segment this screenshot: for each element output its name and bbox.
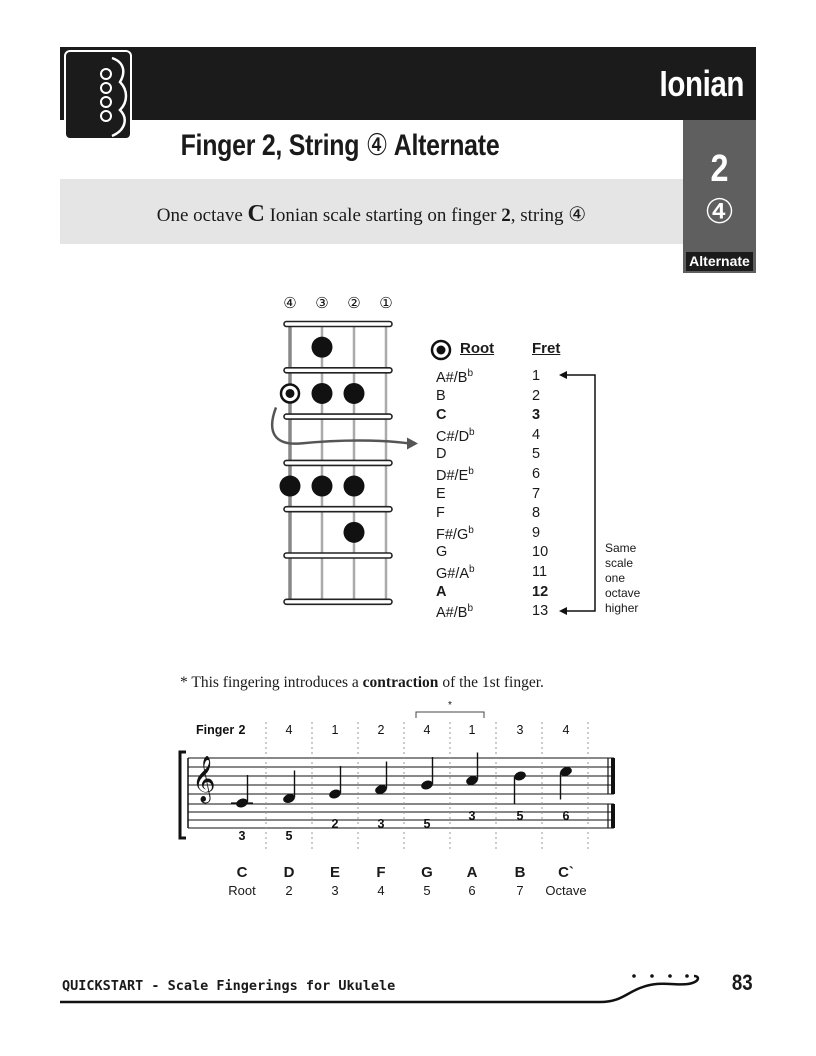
flat-sign: b	[468, 524, 474, 536]
fret-number: 10	[532, 544, 549, 561]
description-text	[60, 201, 683, 228]
note-name: $A\#/B^b$	[436, 368, 473, 386]
scale-note-name: D	[283, 864, 295, 881]
finger-number: 1	[331, 723, 339, 737]
tab-fret-number: 5	[285, 829, 293, 843]
fret-number: 3	[532, 407, 541, 424]
scale-degree: Octave	[545, 883, 587, 898]
footnote-bold: contraction	[362, 674, 439, 691]
finger-dot	[344, 522, 365, 543]
scale-note-column	[536, 864, 596, 898]
tab-fret-number: 3	[377, 817, 385, 831]
finger-number: 4	[423, 723, 431, 737]
finger-number: 2	[377, 723, 385, 737]
fret-number: 8	[532, 505, 541, 522]
fret-number: 13	[532, 603, 549, 620]
scale-degree: 5	[423, 883, 431, 898]
scale-note-name: C	[236, 864, 248, 881]
root-symbol-icon	[429, 338, 453, 362]
note-name: A	[436, 583, 447, 600]
position-side-tab	[683, 120, 756, 273]
note-name: D	[436, 446, 447, 463]
flat-sign: b	[469, 564, 475, 575]
heading-prefix: Finger 2, String	[180, 129, 360, 162]
scale-degree: 3	[331, 883, 339, 898]
header-bar	[60, 47, 756, 120]
page-heading	[108, 128, 573, 163]
scale-degree: Root	[228, 883, 256, 898]
fret-number: 4	[532, 426, 541, 443]
footnote	[180, 674, 544, 692]
system-bracket	[180, 752, 186, 838]
footnote-part2: of the 1st finger.	[438, 674, 544, 691]
octave-note-line: octave	[605, 586, 641, 600]
root-arrow	[272, 407, 410, 443]
finger-dot	[280, 476, 301, 497]
flat-sign: b	[467, 368, 473, 379]
music-notation-tab	[176, 700, 636, 860]
desc-part2: Ionian scale starting on finger	[264, 205, 502, 226]
tab-fret-number: 3	[238, 829, 246, 843]
scale-degree: 2	[285, 883, 293, 898]
octave-note-line: higher	[605, 601, 639, 615]
note-name: $C\#/D^b$	[436, 426, 475, 445]
desc-part3: , string	[510, 205, 569, 226]
fret-wire	[284, 553, 392, 558]
desc-note: C	[247, 201, 265, 227]
scale-note-name: C`	[558, 864, 574, 881]
string-label: ②	[347, 294, 361, 312]
heading-string-symbol: ④	[365, 128, 388, 163]
fret-number: 9	[532, 524, 541, 541]
scale-degree: 7	[516, 883, 524, 898]
fret-wire	[284, 368, 392, 373]
tab-fret-number: 2	[331, 817, 339, 831]
contraction-bracket	[416, 712, 484, 718]
scale-degree: 6	[468, 883, 476, 898]
fret-wire	[284, 507, 392, 512]
note-name: G	[436, 544, 448, 561]
side-tab-string: ④	[704, 192, 735, 232]
fretboard-diagram	[260, 290, 430, 620]
scale-note-name: E	[329, 864, 340, 881]
desc-string-symbol: ④	[568, 202, 587, 226]
note-name: C	[436, 407, 447, 424]
finger-number: 3	[516, 723, 524, 737]
fret-wire	[284, 599, 392, 604]
finger-dot	[312, 476, 333, 497]
fret-column-header: Fret	[532, 340, 561, 357]
scale-degree: 4	[377, 883, 385, 898]
root-dot-center	[286, 389, 295, 398]
scale-note-name: B	[514, 864, 526, 881]
footer-book-title: QUICKSTART - Scale Fingerings for Ukulele	[62, 978, 396, 994]
treble-clef-icon: 𝄞	[192, 756, 216, 802]
tab-fret-number: 5	[516, 809, 524, 823]
root-arrow-head	[407, 437, 418, 449]
fret-number: 1	[532, 368, 541, 384]
desc-finger: 2	[501, 205, 511, 226]
finger-dot	[344, 383, 365, 404]
tab-fret-number: 6	[562, 809, 570, 823]
octave-note-line: Same	[605, 541, 637, 555]
fret-number: 6	[532, 466, 541, 482]
octave-note-text	[605, 541, 640, 616]
fret-wire	[284, 460, 392, 465]
fret-number: 2	[532, 387, 541, 404]
root-column-header: Root	[460, 340, 495, 357]
fret-wire	[284, 414, 392, 419]
tab-fret-number: 5	[423, 817, 431, 831]
note-name: E	[436, 485, 446, 502]
finger-dot	[312, 337, 333, 358]
footnote-part1: * This fingering introduces a	[180, 674, 363, 691]
fret-number: 12	[532, 583, 549, 600]
finger-number: 2	[238, 723, 246, 737]
flat-sign: b	[469, 426, 475, 438]
contraction-mark: *	[448, 700, 452, 711]
note-name: $D\#/E^b$	[436, 466, 474, 484]
note-name: $A\#/B^b$	[436, 603, 473, 622]
scale-note-names	[176, 864, 626, 904]
tab-fret-number: 3	[468, 809, 476, 823]
side-tab-label: Alternate	[686, 252, 753, 271]
note-name: $G\#/A^b$	[436, 564, 475, 582]
octave-bracket	[555, 365, 605, 625]
finger-dot	[312, 383, 333, 404]
octave-note-line: scale	[605, 556, 634, 570]
finger-label: Finger	[196, 723, 235, 737]
flat-sign: b	[468, 466, 474, 477]
finger-number: 1	[468, 723, 476, 737]
page-number: 83	[731, 970, 753, 995]
string-label: ①	[379, 294, 393, 312]
scale-note-name: A	[466, 864, 478, 881]
heading-suffix: Alternate	[393, 129, 500, 162]
flat-sign: b	[467, 603, 473, 615]
side-tab-finger: 2	[710, 148, 729, 190]
description-band	[60, 179, 683, 244]
page-section-title: Ionian	[659, 63, 744, 104]
octave-note-line: one	[605, 571, 626, 585]
finger-dot	[344, 476, 365, 497]
string-label: ③	[315, 294, 329, 312]
note-name: F	[436, 505, 445, 522]
desc-part1: One octave	[156, 205, 248, 226]
ukulele-headstock-logo	[64, 50, 132, 140]
fret-number: 5	[532, 446, 541, 463]
note-name: $F\#/G^b$	[436, 524, 474, 543]
scale-note-name: F	[376, 864, 386, 881]
scale-note-name: G	[421, 864, 433, 881]
fret-number: 7	[532, 485, 541, 502]
fret-wire	[284, 322, 392, 327]
finger-number: 4	[285, 723, 293, 737]
fret-number: 11	[532, 564, 548, 580]
note-name: B	[436, 387, 446, 404]
finger-number: 4	[562, 723, 570, 737]
string-label: ④	[283, 294, 297, 312]
